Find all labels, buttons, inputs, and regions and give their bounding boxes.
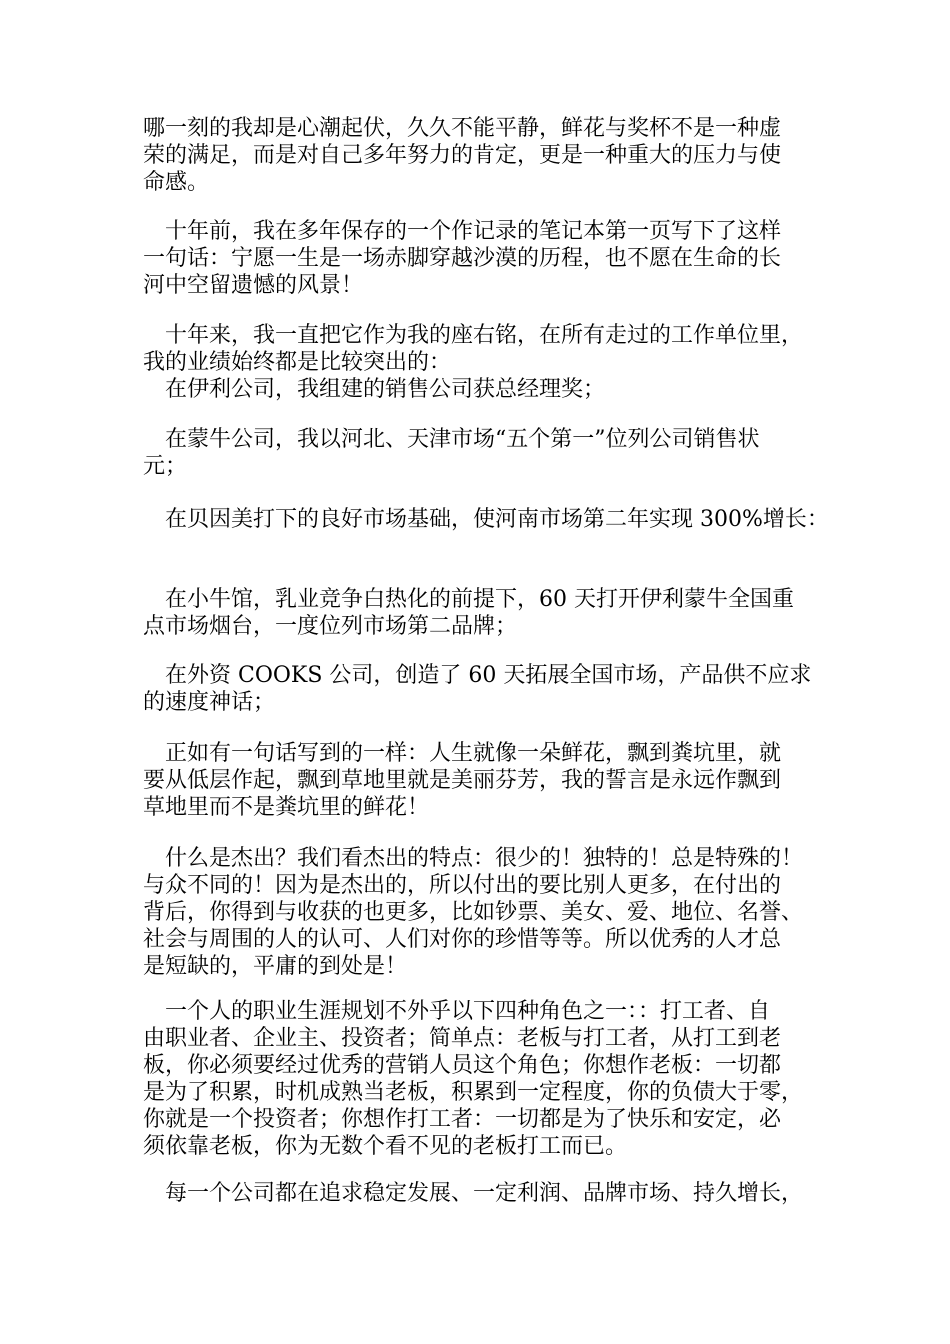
text-line: 元； [143, 454, 188, 479]
paragraph-award-feelings [143, 115, 823, 196]
text-line: 在小牛馆，乳业竞争白热化的前提下，60 天打开伊利蒙牛全国重 [143, 587, 794, 612]
text-line: 在蒙牛公司，我以河北、天津市场“五个第一”位列公司销售状 [143, 427, 760, 452]
text-line: 我的业绩始终都是比较突出的： [143, 350, 452, 375]
text-line: 板，你必须要经过优秀的营销人员这个角色；你想作老板：一切都 [143, 1053, 782, 1078]
text-line: 要从低层作起，飘到草地里就是美丽芬芳，我的誓言是永远作飘到 [143, 768, 782, 793]
text-line: 哪一刻的我却是心潮起伏，久久不能平静，鲜花与奖杯不是一种虚 [143, 116, 782, 141]
text-line: 是短缺的，平庸的到处是！ [143, 954, 408, 979]
text-line: 须依靠老板，你为无数个看不见的老板打工而已。 [143, 1134, 628, 1159]
paragraph-motto-achievements [143, 322, 823, 403]
text-line: 草地里而不是粪坑里的鲜花！ [143, 795, 430, 820]
paragraph-cooks [143, 662, 823, 716]
text-line: 是为了积累，时机成熟当老板，积累到一定程度，你的负债大于零， [143, 1080, 804, 1105]
text-line: 十年前，我在多年保存的一个作记录的笔记本第一页写下了这样 [143, 219, 782, 244]
text-line: 一个人的职业生涯规划不外乎以下四种角色之一：：打工者、自 [143, 999, 771, 1024]
text-line: 十年来，我一直把它作为我的座右铭，在所有走过的工作单位里， [143, 323, 804, 348]
paragraph-career-roles [143, 998, 823, 1160]
paragraph-xiaoniuguan [143, 586, 823, 640]
text-line: 在伊利公司，我组建的销售公司获总经理奖； [143, 377, 606, 402]
paragraph-beingmate [143, 506, 829, 533]
text-line: 由职业者、企业主、投资者；简单点：老板与打工者，从打工到老 [143, 1026, 782, 1051]
text-line: 的速度神话； [143, 690, 276, 715]
text-line: 什么是杰出？我们看杰出的特点：很少的！独特的！总是特殊的！ [143, 846, 804, 871]
text-line: 每一个公司都在追求稳定发展、一定利润、品牌市场、持久增长， [143, 1181, 804, 1206]
text-line: 在贝因美打下的良好市场基础，使河南市场第二年实现 300%增长： [143, 507, 829, 532]
text-line: 社会与周围的人的认可、人们对你的珍惜等等。所以优秀的人才总 [143, 927, 782, 952]
paragraph-ten-years-ago [143, 218, 823, 299]
text-line: 命感。 [143, 170, 210, 195]
text-line: 一句话：宁愿一生是一场赤脚穿越沙漠的历程，也不愿在生命的长 [143, 246, 782, 271]
text-line: 背后，你得到与收获的也更多，比如钞票、美女、爱、地位、名誉、 [143, 900, 804, 925]
text-line: 点市场烟台，一度位列市场第二品牌； [143, 614, 518, 639]
paragraph-flower-metaphor [143, 740, 823, 821]
paragraph-excellence [143, 845, 823, 980]
text-line: 与众不同的！因为是杰出的，所以付出的要比别人更多，在付出的 [143, 873, 782, 898]
text-line: 正如有一句话写到的一样：人生就像一朵鲜花，飘到粪坑里，就 [143, 741, 782, 766]
text-line: 你就是一个投资者；你想作打工者：一切都是为了快乐和安定，必 [143, 1107, 782, 1132]
text-line: 在外资 COOKS 公司，创造了 60 天拓展全国市场，产品供不应求 [143, 663, 812, 688]
text-line: 荣的满足，而是对自己多年努力的肯定，更是一种重大的压力与使 [143, 143, 782, 168]
paragraph-company-goals [143, 1180, 823, 1207]
paragraph-mengniu [143, 426, 823, 480]
text-line: 河中空留遗憾的风景！ [143, 273, 364, 298]
